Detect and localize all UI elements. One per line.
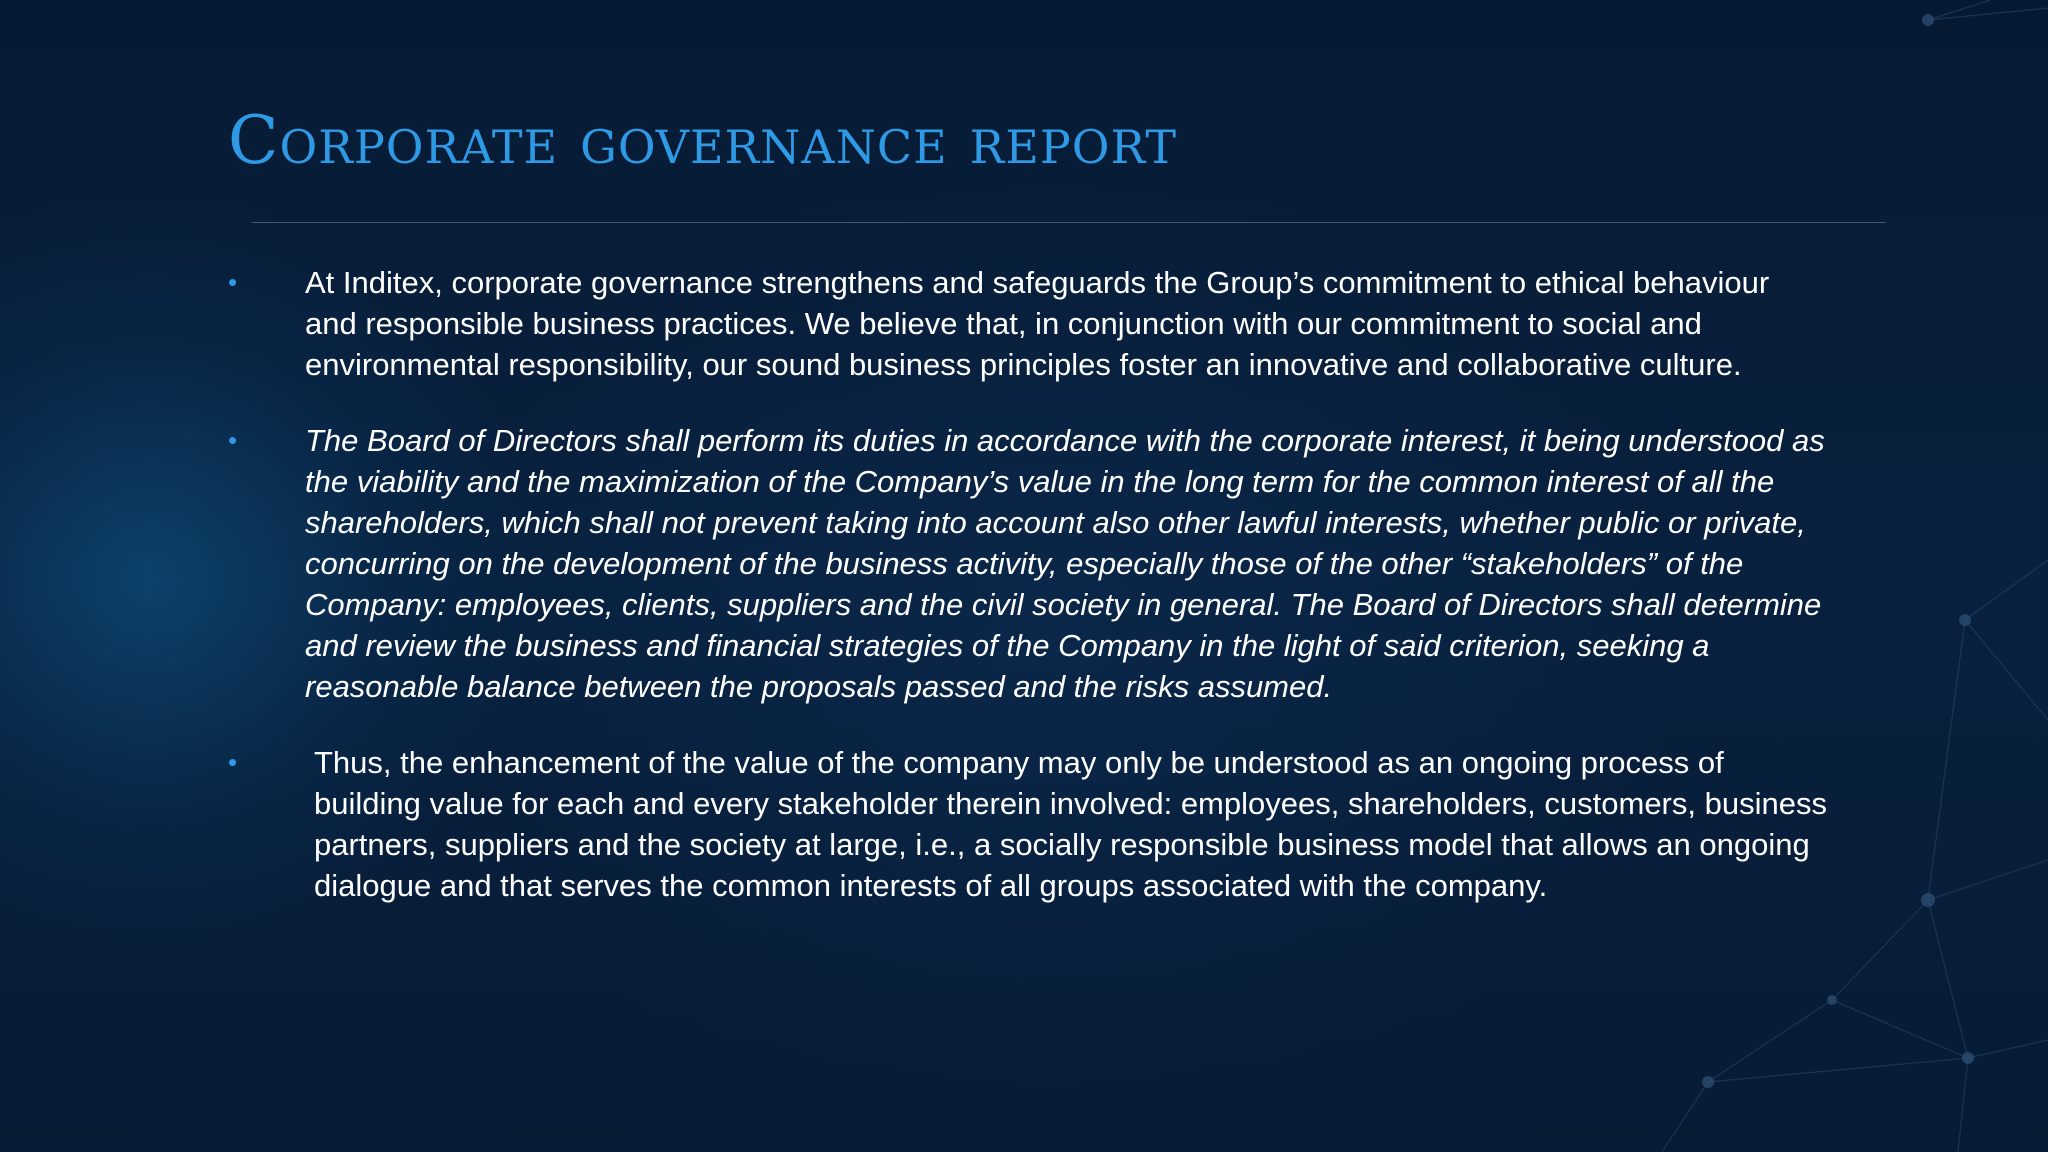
- bullet-marker: •: [228, 747, 238, 777]
- bullet-text-quote: The Board of Directors shall perform its duties in accordance with the corporate interest, it being understood as the viability and the maximization of the Company’s value in the long term for the common interest of all the shareholders, which shall not prevent taking into account also other lawful interests, whether public or private, concurring on the development of the business activity, especially those of the other “stakeholders” of the Company: employees, clients, suppliers and the civil society in general. The Board of Directors shall determine and review the business and financial strategies of the Company in the light of said criterion, seeking a reasonable balance between the proposals passed and the risks assumed.: [305, 423, 1825, 704]
- bullet-item-value-enhancement: [228, 742, 1828, 906]
- slide-title: Corporate governance report: [228, 102, 1178, 179]
- bullet-marker: •: [228, 267, 238, 297]
- bullet-marker: •: [228, 425, 238, 455]
- bullet-item-board-duties: [228, 420, 1828, 707]
- bullet-item-ethics: [228, 262, 1828, 385]
- title-divider: [252, 222, 1886, 223]
- bullet-text: At Inditex, corporate governance strengthens and safeguards the Group’s commitment to ethical behaviour and responsible business practices. We believe that, in conjunction with our commitment to social and environmental responsibility, our sound business principles foster an innovative and collaborative culture.: [305, 265, 1770, 382]
- bullet-text: Thus, the enhancement of the value of the company may only be understood as an ongoing process of building value for each and every stakeholder therein involved: employees, shareholders, customers, business partners, suppliers and the society at large, i.e., a socially responsible business model that allows an ongoing dialogue and that serves the common interests of all groups associated with the company.: [314, 745, 1827, 903]
- bullet-list: [228, 262, 1828, 941]
